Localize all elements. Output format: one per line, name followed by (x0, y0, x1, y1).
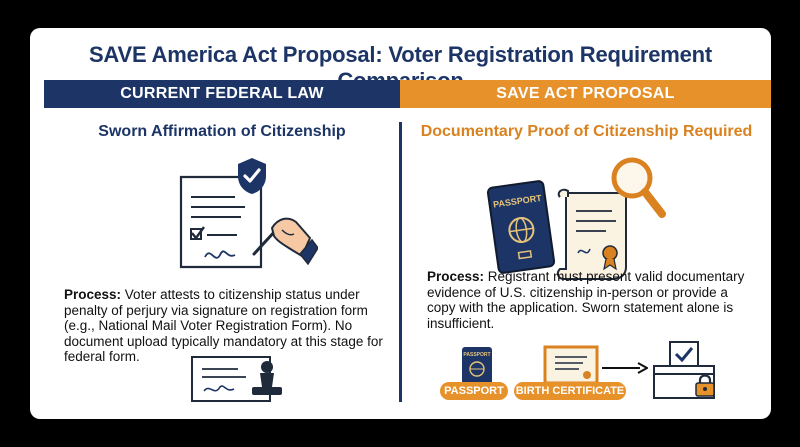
comparison-card (30, 28, 771, 419)
process-label: Process: (64, 287, 122, 302)
birth-certificate-pill: BIRTH CERTIFICATE (514, 382, 626, 400)
current-law-header: CURRENT FEDERAL LAW (44, 80, 400, 108)
process-text: Registrant must present valid documentary evidence of U.S. citizenship in-person or provide a copy with the application. Sworn statement alone is insufficient. (427, 269, 745, 331)
magnifier-icon (608, 154, 668, 224)
small-passport-word: PASSPORT (463, 352, 491, 358)
passport-icon (485, 178, 557, 276)
shield-check-icon (235, 156, 269, 196)
column-divider (399, 122, 402, 402)
process-label: Process: (427, 269, 485, 284)
save-act-header: SAVE ACT PROPOSAL (400, 80, 771, 108)
page-title: SAVE America Act Proposal: Voter Registration Requirement (88, 42, 713, 67)
sworn-affirmation-heading: Sworn Affirmation of Citizenship (98, 123, 346, 140)
birth-certificate-icon (543, 345, 599, 385)
documentary-proof-heading: Documentary Proof of Citizenship Required (420, 123, 753, 140)
passport-word: PASSPORT (492, 192, 543, 210)
stamp-icon (190, 353, 300, 405)
arrow-icon (602, 362, 648, 374)
lock-icon (694, 372, 716, 398)
writing-hand-icon (252, 208, 318, 272)
save-act-process (427, 269, 757, 331)
process-text: Voter attests to citizenship status under penalty of perjury via signature on registration form (e.g., National Mail Voter Registration Form). No document upload typically mandatory at this stage for federal form. (64, 287, 383, 365)
passport-pill: PASSPORT (440, 382, 508, 400)
